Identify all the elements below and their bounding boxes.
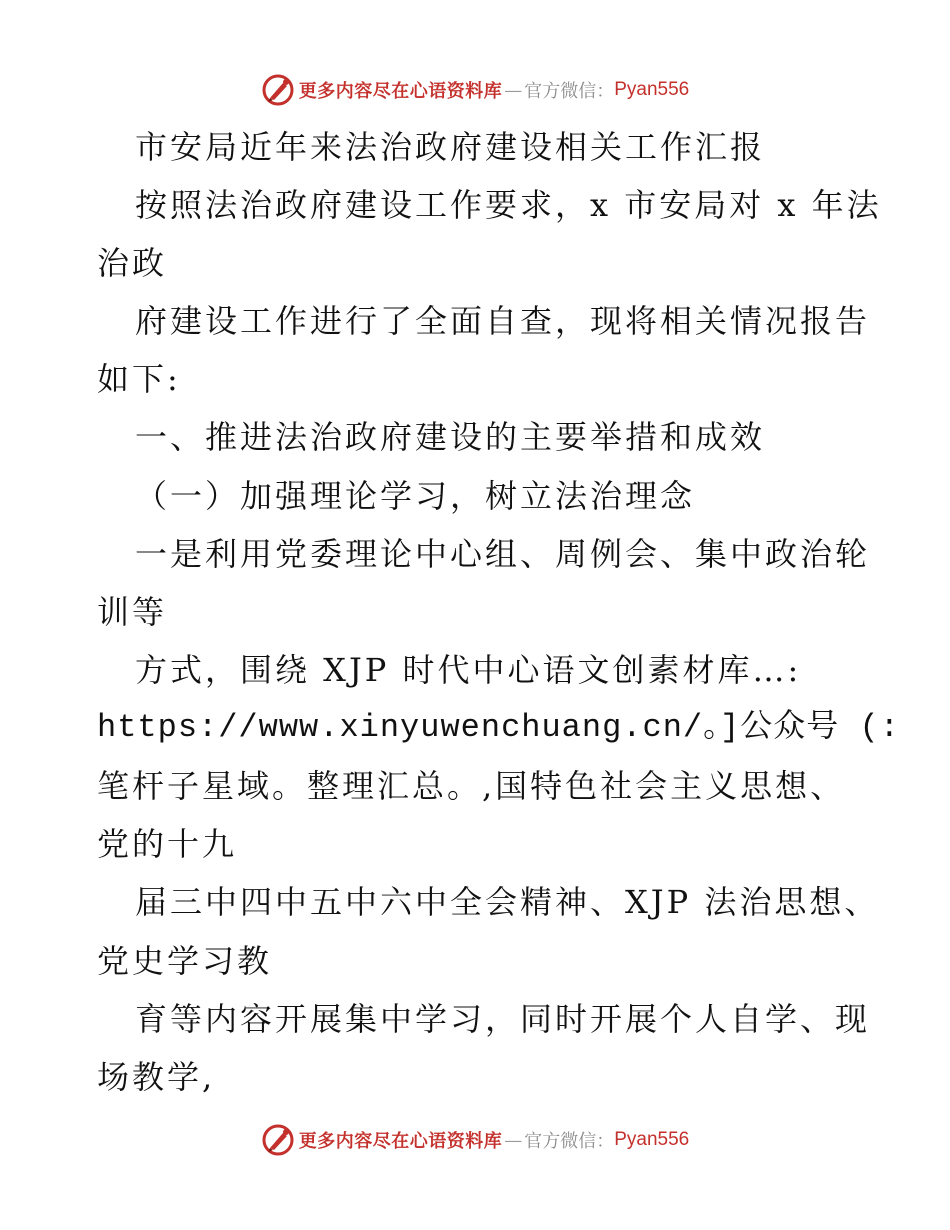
paragraph-line: 场教学, <box>97 1058 216 1096</box>
banner-official-label: 官方微信： <box>524 1131 615 1152</box>
paragraph-line: 党史学习教 <box>97 942 273 980</box>
paragraph-line: 党的十九 <box>97 825 238 863</box>
paragraph-line: 按照法治政府建设工作要求，x 市安局对 x 年法 <box>135 186 882 224</box>
banner-text: 更多内容尽在心语资料库 <box>298 1131 503 1152</box>
banner-wechat-id: Pyan556 <box>614 1129 690 1150</box>
paragraph-line: 一是利用党委理论中心组、周例会、集中政治轮 <box>135 535 871 573</box>
paragraph-line-url: https://www.xinyuwenchuang.cn/。]公众号 (: <box>97 709 900 746</box>
banner-separator: — <box>504 1129 523 1151</box>
paragraph-line: 笔杆子星域。整理汇总。,国特色社会主义思想、 <box>97 767 846 805</box>
pen-logo-icon <box>261 1123 295 1157</box>
subsection-heading: （一）加强理论学习，树立法治理念 <box>135 477 696 515</box>
section-heading: 一、推进法治政府建设的主要举措和成效 <box>135 418 766 456</box>
banner-text: 更多内容尽在心语资料库 <box>298 81 503 102</box>
paragraph-line: 如下: <box>97 360 181 398</box>
banner-official-label: 官方微信： <box>524 81 615 102</box>
paragraph-line: 育等内容开展集中学习，同时开展个人自学、现 <box>135 1000 871 1038</box>
paragraph-line: 届三中四中五中六中全会精神、XJP 法治思想、 <box>135 883 880 921</box>
paragraph-line: 训等 <box>97 593 168 631</box>
paragraph-line: 府建设工作进行了全面自查，现将相关情况报告 <box>135 302 871 340</box>
document-title: 市安局近年来法治政府建设相关工作汇报 <box>135 128 766 166</box>
paragraph-line: 治政 <box>97 244 168 282</box>
banner-separator: — <box>504 79 523 101</box>
paragraph-line: 方式，围绕 XJP 时代中心语文创素材库…: <box>135 651 802 689</box>
footer-banner <box>0 1120 950 1160</box>
banner-wechat-id: Pyan556 <box>614 79 690 100</box>
